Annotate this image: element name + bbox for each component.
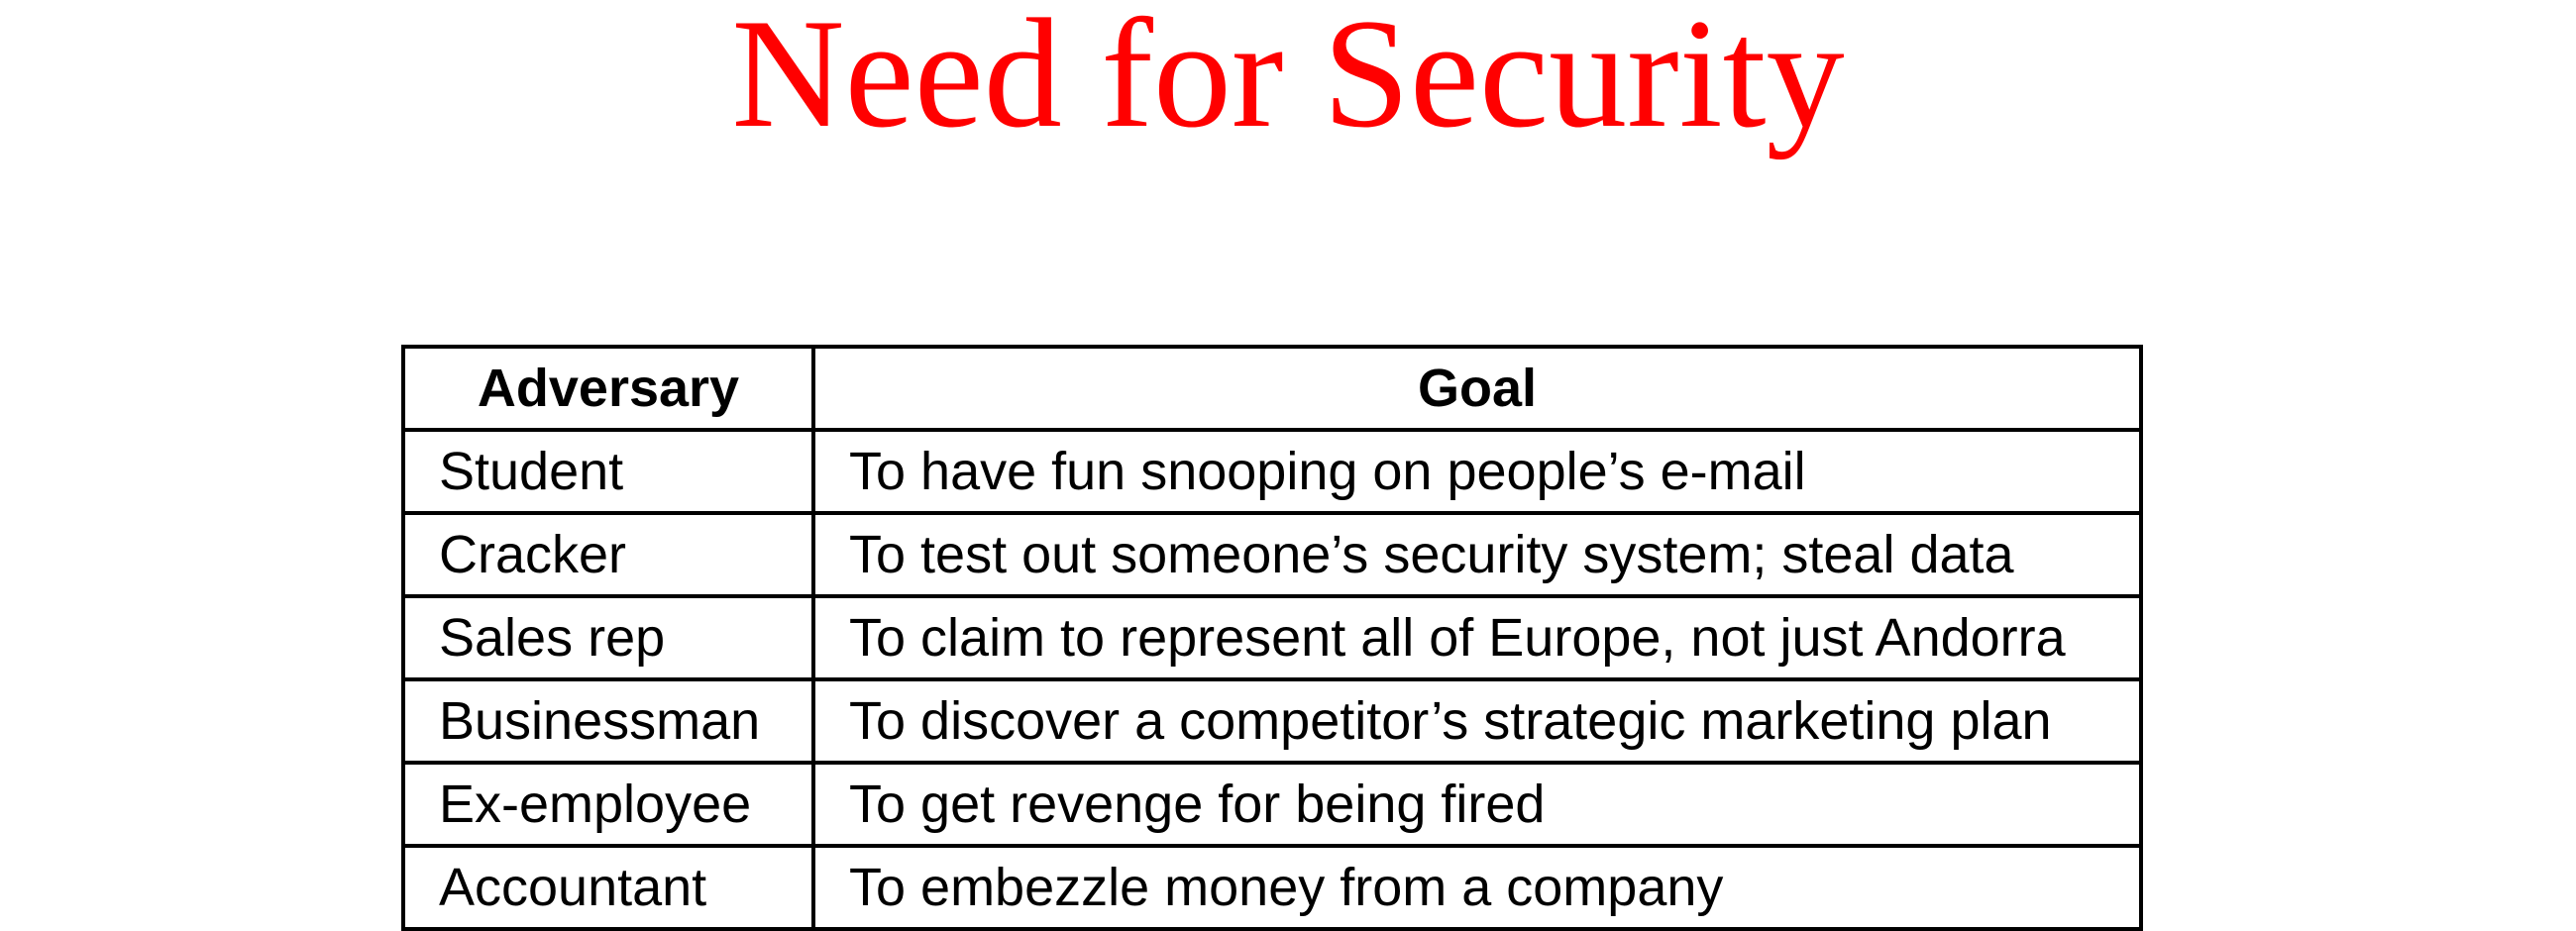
goal-cell: To have fun snooping on people’s e-mail bbox=[813, 430, 2141, 513]
slide-title: Need for Security bbox=[731, 0, 1845, 160]
table-row bbox=[403, 846, 2141, 929]
goal-cell: To test out someone’s security system; steal data bbox=[813, 513, 2141, 596]
adversary-cell: Sales rep bbox=[403, 596, 813, 679]
table-row bbox=[403, 513, 2141, 596]
adversary-cell: Cracker bbox=[403, 513, 813, 596]
column-header-adversary: Adversary bbox=[403, 347, 813, 430]
table-row bbox=[403, 430, 2141, 513]
adversary-goal-table bbox=[401, 345, 2143, 931]
table-header-row bbox=[403, 347, 2141, 430]
adversary-cell: Businessman bbox=[403, 679, 813, 763]
table-row bbox=[403, 763, 2141, 846]
goal-cell: To claim to represent all of Europe, not just Andorra bbox=[813, 596, 2141, 679]
goal-cell: To discover a competitor’s strategic marketing plan bbox=[813, 679, 2141, 763]
adversary-cell: Accountant bbox=[403, 846, 813, 929]
column-header-goal: Goal bbox=[813, 347, 2141, 430]
adversary-cell: Student bbox=[403, 430, 813, 513]
goal-cell: To get revenge for being fired bbox=[813, 763, 2141, 846]
table-row bbox=[403, 679, 2141, 763]
adversary-cell: Ex-employee bbox=[403, 763, 813, 846]
goal-cell: To embezzle money from a company bbox=[813, 846, 2141, 929]
table-row bbox=[403, 596, 2141, 679]
